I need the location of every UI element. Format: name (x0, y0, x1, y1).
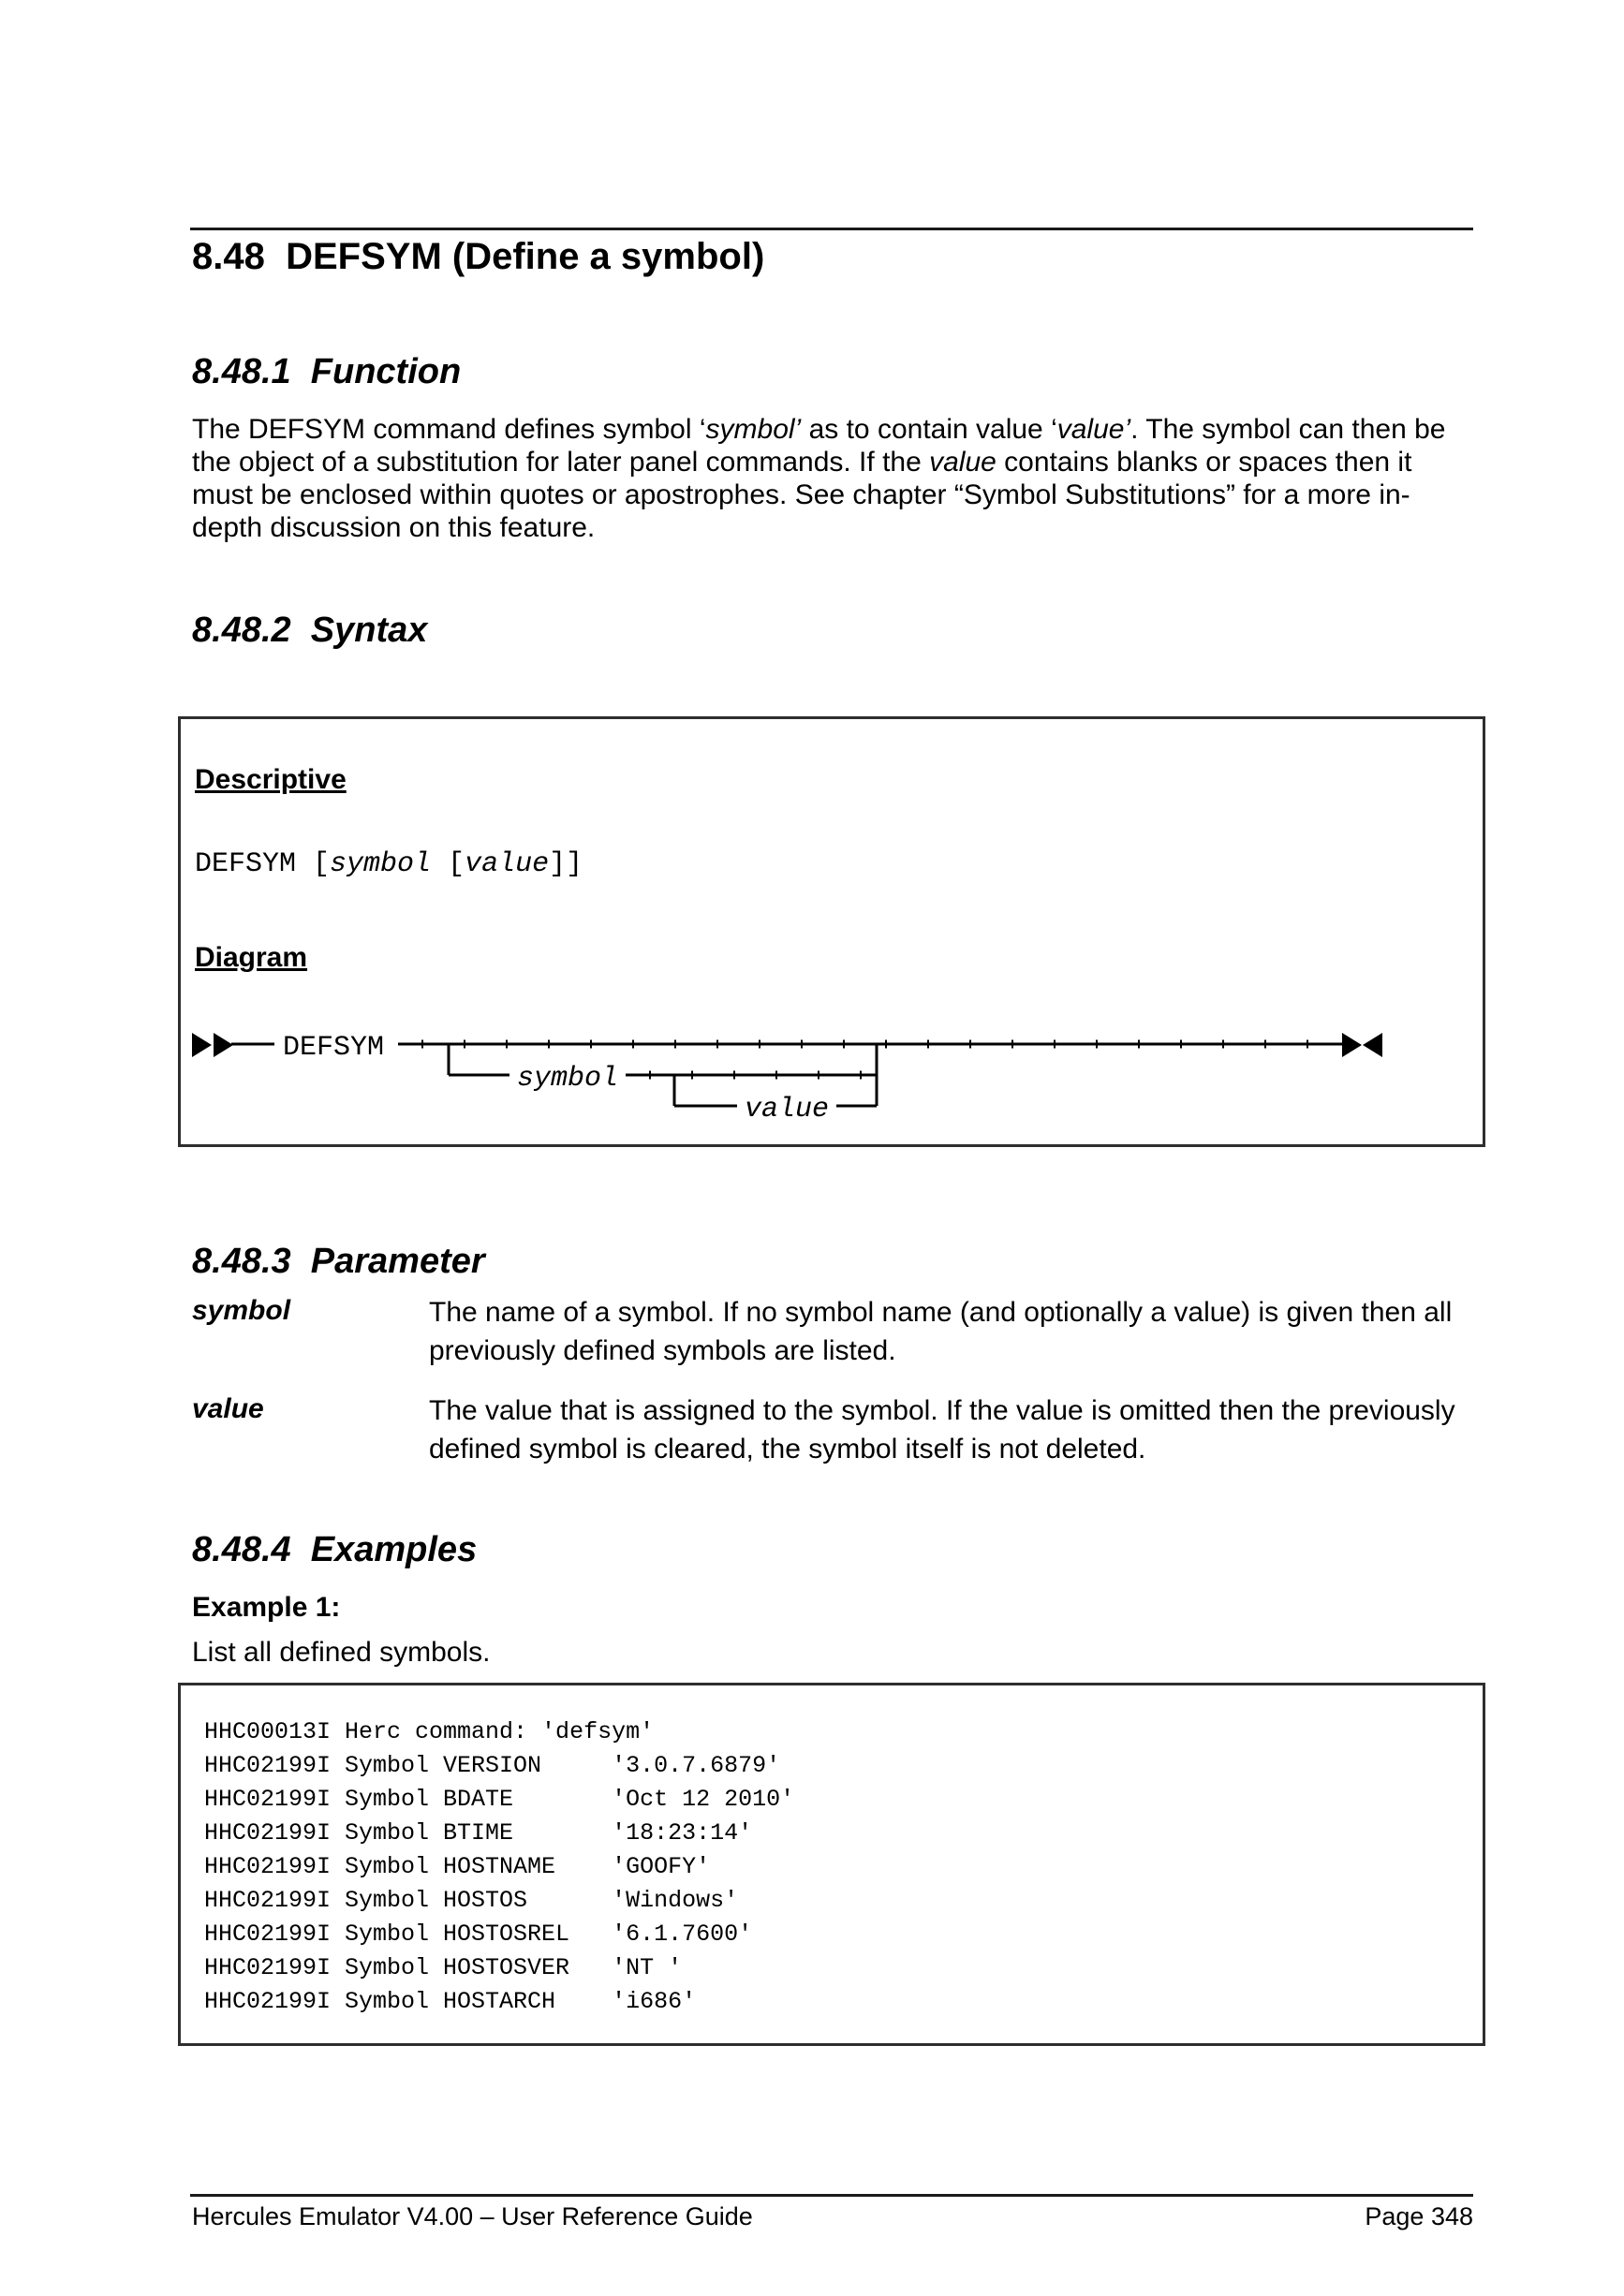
console-line: HHC02199I Symbol BTIME '18:23:14' (204, 1819, 753, 1847)
example-label: Example 1: (192, 1592, 341, 1623)
footer (192, 2202, 1473, 2231)
diagram-end-arrow-icon (1342, 1033, 1362, 1057)
diagram-operand-symbol: symbol (517, 1063, 619, 1095)
example-caption: List all defined symbols. (192, 1637, 491, 1668)
diagram-label: Diagram (195, 942, 308, 973)
diagram-operand-value: value (745, 1094, 830, 1126)
console-line: HHC02199I Symbol BDATE 'Oct 12 2010' (204, 1786, 795, 1813)
param-term-symbol: symbol (192, 1295, 291, 1326)
examples-heading: 8.48.4 Examples (192, 1530, 478, 1569)
footer-divider (190, 2194, 1473, 2197)
syntax-heading: 8.48.2 Syntax (192, 611, 428, 650)
diagram-end-arrow2-icon (1363, 1033, 1382, 1057)
parameter-heading: 8.48.3 Parameter (192, 1242, 485, 1281)
console-line: HHC02199I Symbol HOSTOSREL '6.1.7600' (204, 1921, 753, 1948)
diagram-start-arrow2-icon (214, 1033, 233, 1057)
param-def-symbol: The name of a symbol. If no symbol name (and optionally a value) is given then all previously defined symbols are listed. (429, 1297, 1453, 1366)
function-heading: 8.48.1 Function (192, 352, 462, 391)
console-line: HHC02199I Symbol HOSTARCH 'i686' (204, 1988, 697, 2015)
syntax-box (178, 716, 1485, 1147)
console-output-box (178, 1683, 1485, 2046)
console-line: HHC02199I Symbol HOSTOS 'Windows' (204, 1887, 739, 1914)
footer-document-title: Hercules Emulator V4.00 – User Reference Guide (192, 2202, 753, 2230)
section-title: 8.48 DEFSYM (Define a symbol) (192, 236, 765, 277)
function-paragraph: The DEFSYM command defines symbol ‘symbol’ as to contain value ‘value’. The symbol can then be the object of a substitution for later panel commands. If the value contains blanks or spaces then it must be enclosed within quotes or apostrophes. See chapter “Symbol Substitutions” for a more in-depth discussion on this feature. (192, 414, 1446, 543)
syntax-railroad-diagram (181, 719, 1483, 1144)
console-line: HHC00013I Herc command: 'defsym' (204, 1718, 655, 1745)
console-line: HHC02199I Symbol HOSTOSVER 'NT ' (204, 1954, 683, 1981)
syntax-command: DEFSYM [symbol [value]] (195, 848, 583, 880)
diagram-keyword: DEFSYM (283, 1032, 385, 1064)
diagram-start-arrow-icon (192, 1033, 212, 1057)
footer-page-number: Page 348 (1365, 2202, 1473, 2230)
param-def-value: The value that is assigned to the symbol. If the value is omitted then the previously defined symbol is cleared, the symbol itself is not deleted. (429, 1395, 1455, 1464)
console-line: HHC02199I Symbol VERSION '3.0.7.6879' (204, 1752, 781, 1779)
descriptive-label: Descriptive (195, 764, 347, 795)
console-line: HHC02199I Symbol HOSTNAME 'GOOFY' (204, 1853, 711, 1880)
title-divider (190, 228, 1473, 230)
param-term-value: value (192, 1393, 264, 1424)
